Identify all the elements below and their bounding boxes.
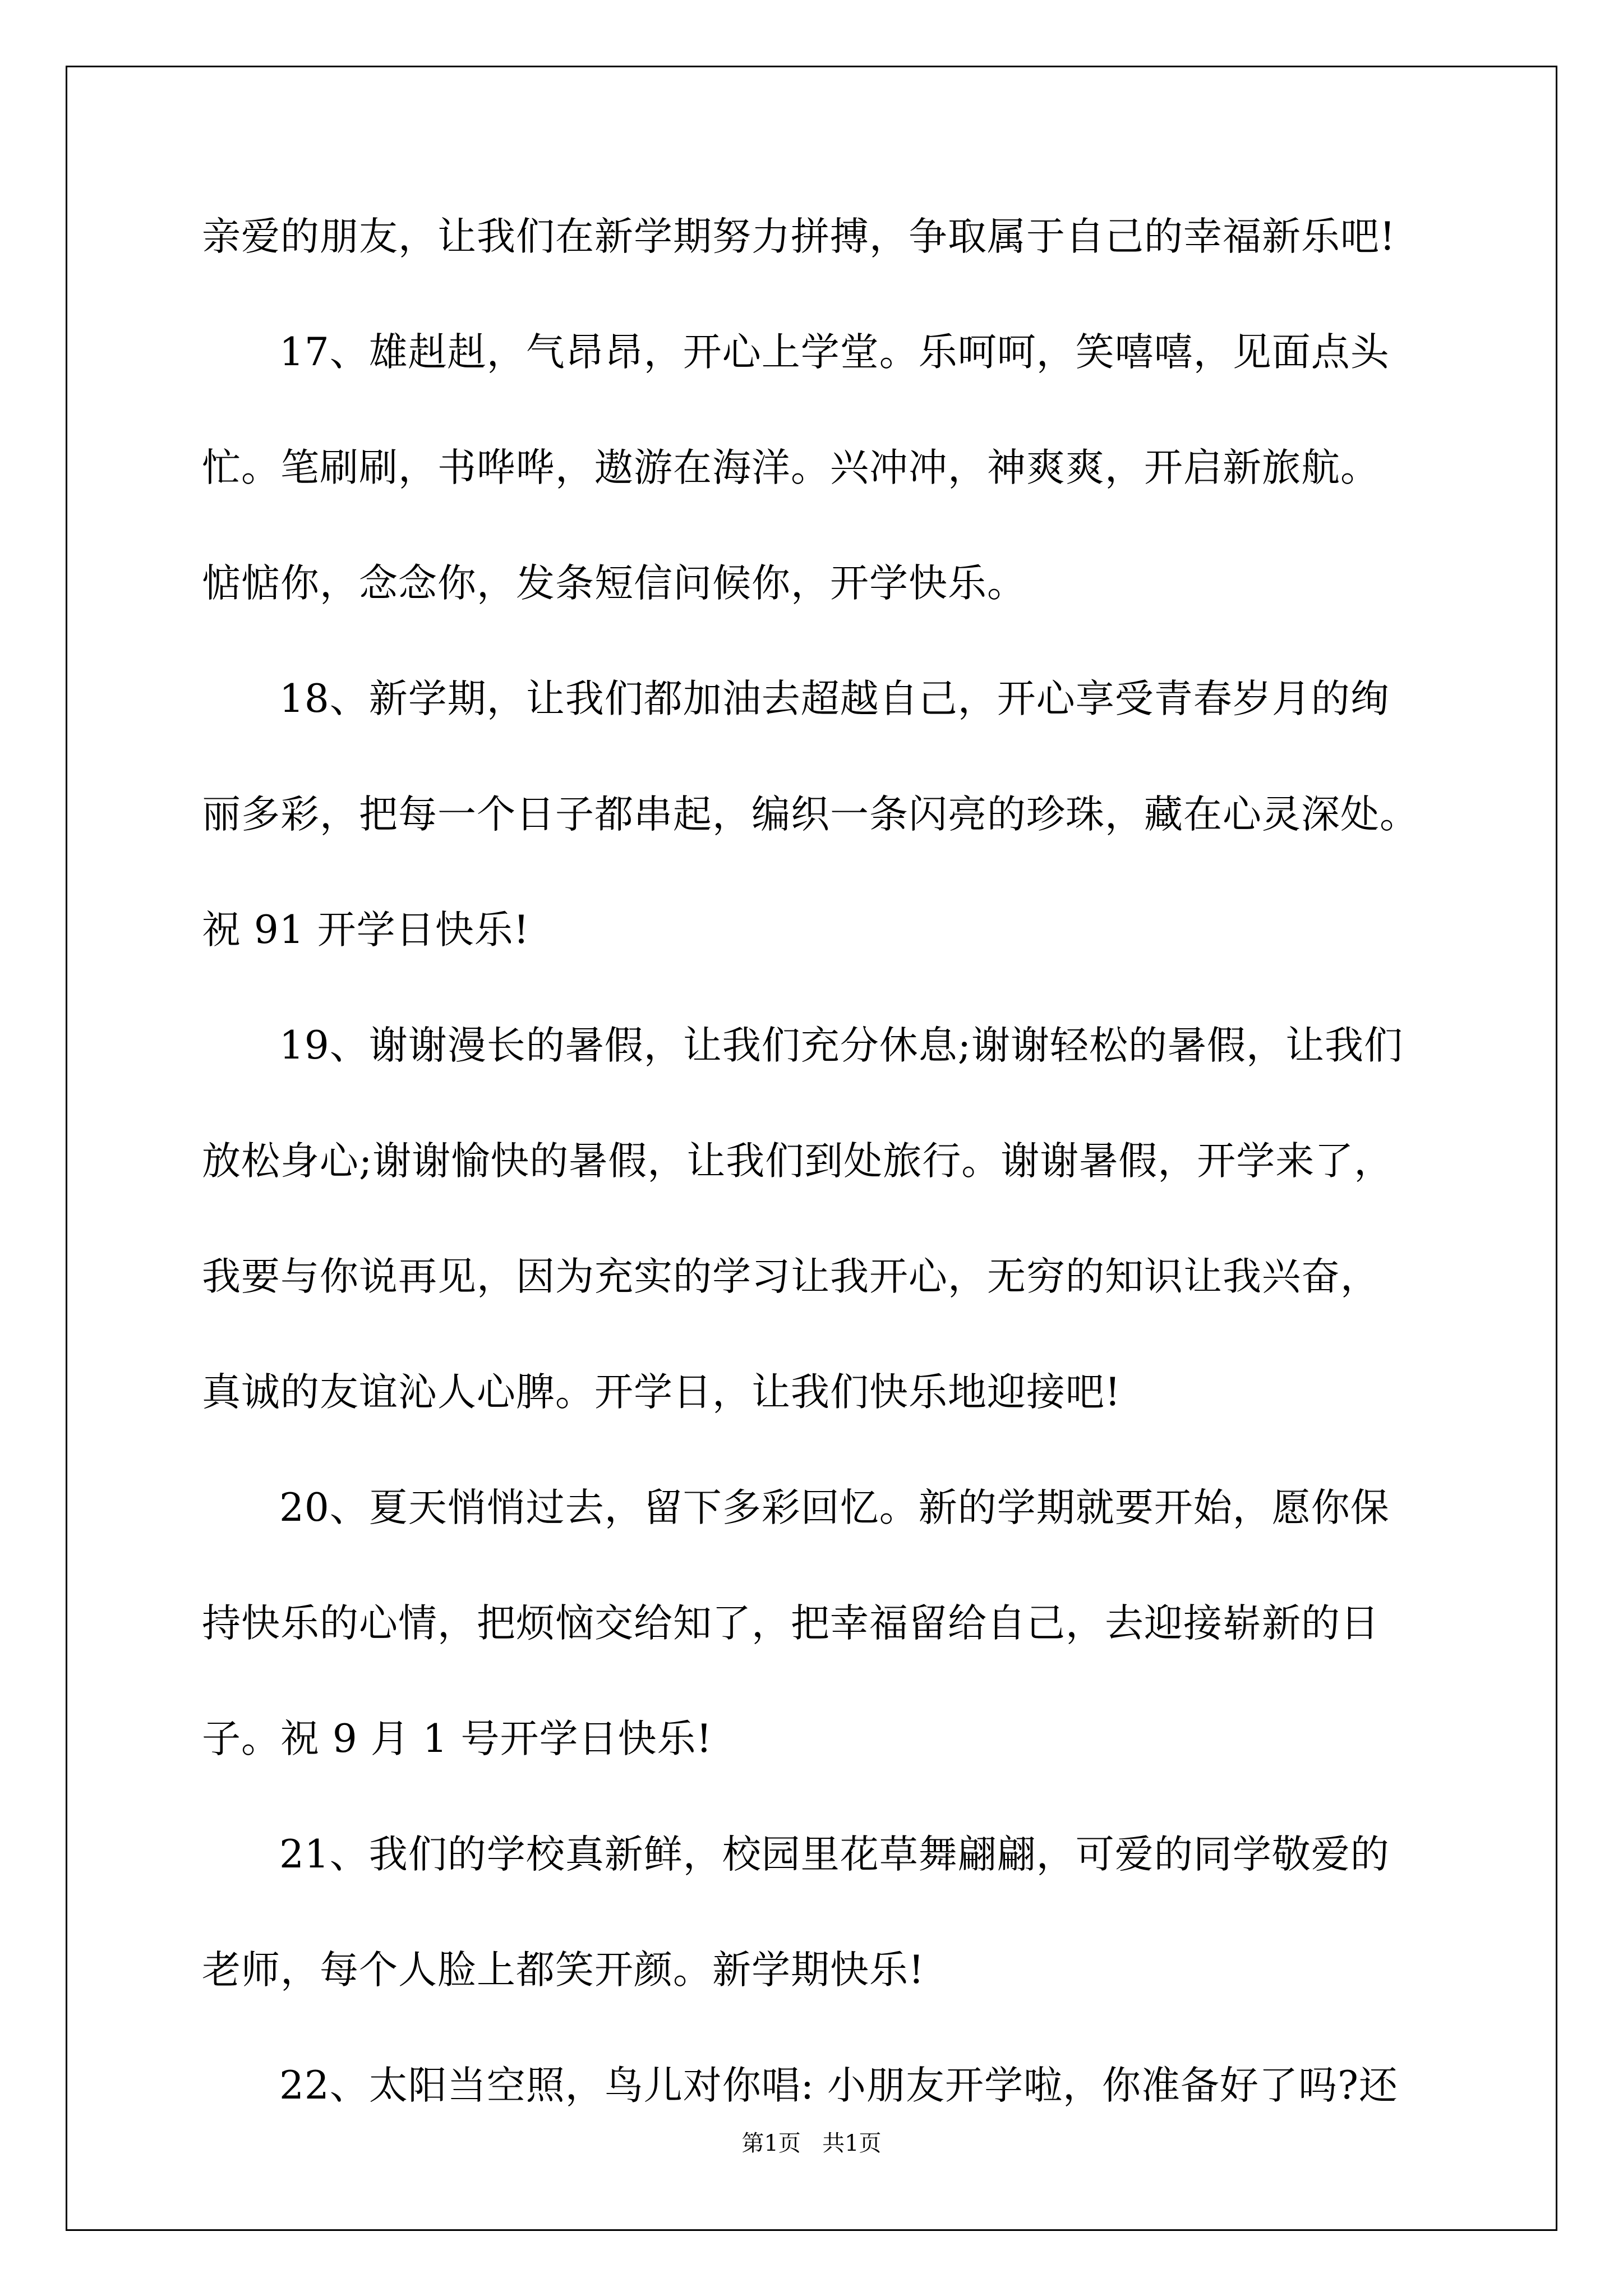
paragraph-21-line-1: 21、我们的学校真新鲜，校园里花草舞翩翩，可爱的同学敬爱的 <box>279 1832 1390 1877</box>
paragraph-17-line-2: 忙。笔刷刷，书哗哗，遨游在海洋。兴冲冲，神爽爽，开启新旅航。 <box>202 445 1380 490</box>
paragraph-21-line-2: 老师，每个人脸上都笑开颜。新学期快乐! <box>202 1948 925 1993</box>
paragraph-20-line-2: 持快乐的心情，把烦恼交给知了，把幸福留给自己，去迎接崭新的日 <box>202 1601 1380 1646</box>
paragraph-20-line-3: 子。祝 9 月 1 号开学日快乐! <box>202 1717 713 1761</box>
paragraph-19-line-4: 真诚的友谊沁人心脾。开学日，让我们快乐地迎接吧! <box>202 1370 1121 1415</box>
page-footer <box>0 2130 1623 2157</box>
paragraph-17-line-3: 惦惦你，念念你，发条短信问候你，开学快乐。 <box>202 561 1026 606</box>
page-total: 共1页 <box>822 2131 882 2156</box>
paragraph-19-line-1: 19、谢谢漫长的暑假，让我们充分休息;谢谢轻松的暑假，让我们 <box>279 1023 1404 1068</box>
paragraph-18-line-3: 祝 91 开学日快乐! <box>202 908 530 953</box>
text-line: 亲爱的朋友，让我们在新学期努力拼搏，争取属于自己的幸福新乐吧! <box>202 214 1396 259</box>
paragraph-18-line-2: 丽多彩，把每一个日子都串起，编织一条闪亮的珍珠，藏在心灵深处。 <box>202 792 1419 837</box>
paragraph-22-line-1: 22、太阳当空照，鸟儿对你唱: 小朋友开学啦，你准备好了吗?还 <box>279 2063 1398 2108</box>
paragraph-19-line-2: 放松身心;谢谢愉快的暑假，让我们到处旅行。谢谢暑假，开学来了， <box>202 1139 1394 1184</box>
paragraph-17-line-1: 17、雄赳赳，气昂昂，开心上学堂。乐呵呵，笑嘻嘻，见面点头 <box>279 330 1390 375</box>
page-number: 第1页 <box>741 2131 801 2156</box>
paragraph-18-line-1: 18、新学期，让我们都加油去超越自己，开心享受青春岁月的绚 <box>279 677 1390 721</box>
paragraph-20-line-1: 20、夏天悄悄过去，留下多彩回忆。新的学期就要开始，愿你保 <box>279 1485 1390 1530</box>
paragraph-19-line-3: 我要与你说再见，因为充实的学习让我开心，无穷的知识让我兴奋， <box>202 1254 1380 1299</box>
document-body <box>202 216 1447 2107</box>
